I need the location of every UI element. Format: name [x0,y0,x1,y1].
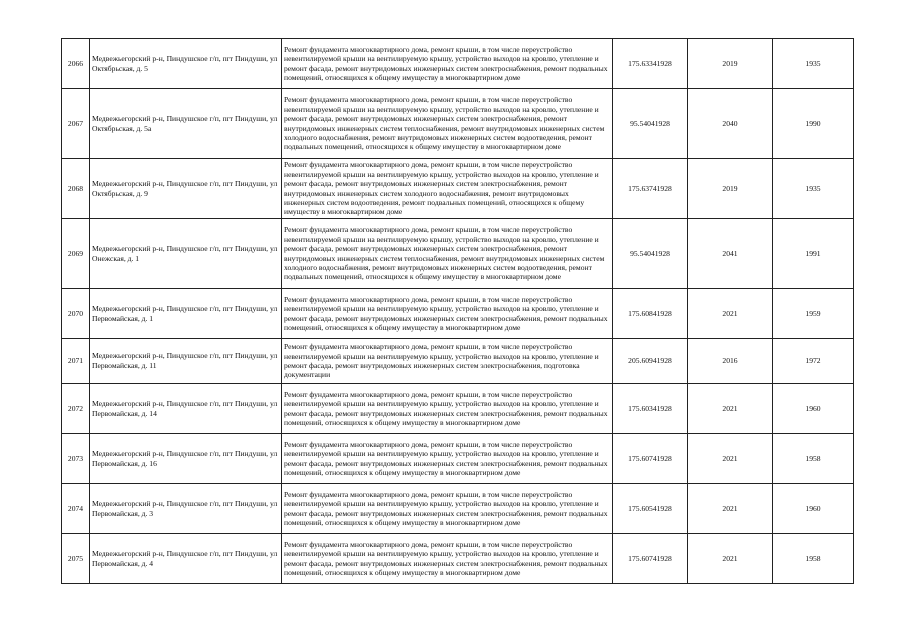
row-cost: 205.60941928 [613,339,688,384]
row-year: 2019 [688,39,773,89]
row-number: 2069 [62,219,90,289]
row-number: 2072 [62,384,90,434]
row-works: Ремонт фундамента многоквартирного дома, ремонт крыши, в том числе переустройство невентилируемой крыши на вентилируемую крышу, устройство выходов на кровлю, утепление и ремонт фасада, ремонт внутридомовых инженерных систем электроснабжения, ремонт подвальных помещений, относящихся к общему имуществу в многоквартирном доме [282,484,613,534]
row-works: Ремонт фундамента многоквартирного дома, ремонт крыши, в том числе переустройство невентилируемой крыши на вентилируемую крышу, устройство выходов на кровлю, утепление и ремонт фасада, ремонт внутридомовых инженерных систем электроснабжения, ремонт подвальных помещений, относящихся к общему имуществу в многоквартирном доме [282,384,613,434]
row-built-year: 1959 [773,289,854,339]
table-row [62,89,854,159]
row-address: Медвежьегорский р-н, Пиндушское г/п, пгт Пиндуши, ул Онежская, д. 1 [90,219,282,289]
row-year: 2019 [688,159,773,219]
row-cost: 95.54041928 [613,89,688,159]
row-built-year: 1960 [773,484,854,534]
row-works: Ремонт фундамента многоквартирного дома, ремонт крыши, в том числе переустройство невентилируемой крыши на вентилируемую крышу, устройство выходов на кровлю, утепление и ремонт фасада, ремонт внутридомовых инженерных систем электроснабжения, ремонт подвальных помещений, относящихся к общему имуществу в многоквартирном доме [282,39,613,89]
table-row [62,384,854,434]
row-address: Медвежьегорский р-н, Пиндушское г/п, пгт Пиндуши, ул Первомайская, д. 1 [90,289,282,339]
row-year: 2021 [688,534,773,584]
row-address: Медвежьегорский р-н, Пиндушское г/п, пгт Пиндуши, ул Первомайская, д. 3 [90,484,282,534]
row-year: 2016 [688,339,773,384]
row-built-year: 1958 [773,434,854,484]
row-built-year: 1990 [773,89,854,159]
row-year: 2021 [688,384,773,434]
table-row [62,219,854,289]
row-works: Ремонт фундамента многоквартирного дома, ремонт крыши, в том числе переустройство невентилируемой крыши на вентилируемую крышу, устройство выходов на кровлю, утепление и ремонт фасада, ремонт внутридомовых инженерных систем электроснабжения, ремонт подвальных помещений, относящихся к общему имуществу в многоквартирном доме [282,534,613,584]
row-address: Медвежьегорский р-н, Пиндушское г/п, пгт Пиндуши, ул Первомайская, д. 16 [90,434,282,484]
row-cost: 175.60741928 [613,434,688,484]
row-year: 2040 [688,89,773,159]
table-row [62,159,854,219]
row-built-year: 1958 [773,534,854,584]
row-works: Ремонт фундамента многоквартирного дома, ремонт крыши, в том числе переустройство невентилируемой крыши на вентилируемую крышу, устройство выходов на кровлю, утепление и ремонт фасада, ремонт внутридомовых инженерных систем электроснабжения, ремонт внутридомовых инженерных систем теплоснабжения, ремонт внутридомовых инженерных систем холодного водоснабжения, ремонт внутридомовых инженерных систем водоотведения, ремонт подвальных помещений, относящихся к общему имуществу в многоквартирном доме [282,219,613,289]
row-built-year: 1991 [773,219,854,289]
row-number: 2066 [62,39,90,89]
row-address: Медвежьегорский р-н, Пиндушское г/п, пгт Пиндуши, ул Первомайская, д. 11 [90,339,282,384]
row-works: Ремонт фундамента многоквартирного дома, ремонт крыши, в том числе переустройство невентилируемой крыши на вентилируемую крышу, устройство выходов на кровлю, утепление и ремонт фасада, ремонт внутридомовых инженерных систем электроснабжения, ремонт внутридомовых инженерных систем теплоснабжения, ремонт внутридомовых инженерных систем холодного водоснабжения, ремонт внутридомовых инженерных систем водоотведения, ремонт подвальных помещений, относящихся к общему имуществу в многоквартирном доме [282,89,613,159]
table-row [62,339,854,384]
row-number: 2070 [62,289,90,339]
row-address: Медвежьегорский р-н, Пиндушское г/п, пгт Пиндуши, ул Октябрьская, д. 5а [90,89,282,159]
row-cost: 95.54041928 [613,219,688,289]
row-works: Ремонт фундамента многоквартирного дома, ремонт крыши, в том числе переустройство невентилируемой крыши на вентилируемую крышу, устройство выходов на кровлю, утепление и ремонт фасада, ремонт внутридомовых инженерных систем электроснабжения, ремонт подвальных помещений, относящихся к общему имуществу в многоквартирном доме [282,289,613,339]
row-cost: 175.60741928 [613,534,688,584]
table-row [62,484,854,534]
row-year: 2021 [688,289,773,339]
row-works: Ремонт фундамента многоквартирного дома, ремонт крыши, в том числе переустройство невентилируемой крыши на вентилируемую крышу, устройство выходов на кровлю, утепление и ремонт фасада, ремонт внутридомовых инженерных систем электроснабжения, подготовка документации [282,339,613,384]
table-row [62,434,854,484]
row-works: Ремонт фундамента многоквартирного дома, ремонт крыши, в том числе переустройство невентилируемой крыши на вентилируемую крышу, устройство выходов на кровлю, утепление и ремонт фасада, ремонт внутридомовых инженерных систем электроснабжения, ремонт внутридомовых инженерных систем холодного водоснабжения, ремонт внутридомовых инженерных систем водоотведения, ремонт подвальных помещений, относящихся к общему имуществу в многоквартирном доме [282,159,613,219]
row-cost: 175.63741928 [613,159,688,219]
table-row [62,39,854,89]
row-year: 2021 [688,484,773,534]
row-cost: 175.60341928 [613,384,688,434]
row-cost: 175.63341928 [613,39,688,89]
table-body [62,39,854,584]
housing-repair-table [61,38,854,584]
table-row [62,289,854,339]
row-number: 2073 [62,434,90,484]
row-address: Медвежьегорский р-н, Пиндушское г/п, пгт Пиндуши, ул Октябрьская, д. 5 [90,39,282,89]
row-cost: 175.60841928 [613,289,688,339]
row-number: 2068 [62,159,90,219]
row-number: 2075 [62,534,90,584]
row-built-year: 1972 [773,339,854,384]
row-number: 2071 [62,339,90,384]
row-address: Медвежьегорский р-н, Пиндушское г/п, пгт Пиндуши, ул Первомайская, д. 14 [90,384,282,434]
row-number: 2074 [62,484,90,534]
row-year: 2041 [688,219,773,289]
row-built-year: 1960 [773,384,854,434]
row-year: 2021 [688,434,773,484]
row-built-year: 1935 [773,159,854,219]
row-address: Медвежьегорский р-н, Пиндушское г/п, пгт Пиндуши, ул Первомайская, д. 4 [90,534,282,584]
table-row [62,534,854,584]
row-address: Медвежьегорский р-н, Пиндушское г/п, пгт Пиндуши, ул Октябрьская, д. 9 [90,159,282,219]
row-works: Ремонт фундамента многоквартирного дома, ремонт крыши, в том числе переустройство невентилируемой крыши на вентилируемую крышу, устройство выходов на кровлю, утепление и ремонт фасада, ремонт внутридомовых инженерных систем электроснабжения, ремонт подвальных помещений, относящихся к общему имуществу в многоквартирном доме [282,434,613,484]
row-number: 2067 [62,89,90,159]
row-cost: 175.60541928 [613,484,688,534]
row-built-year: 1935 [773,39,854,89]
